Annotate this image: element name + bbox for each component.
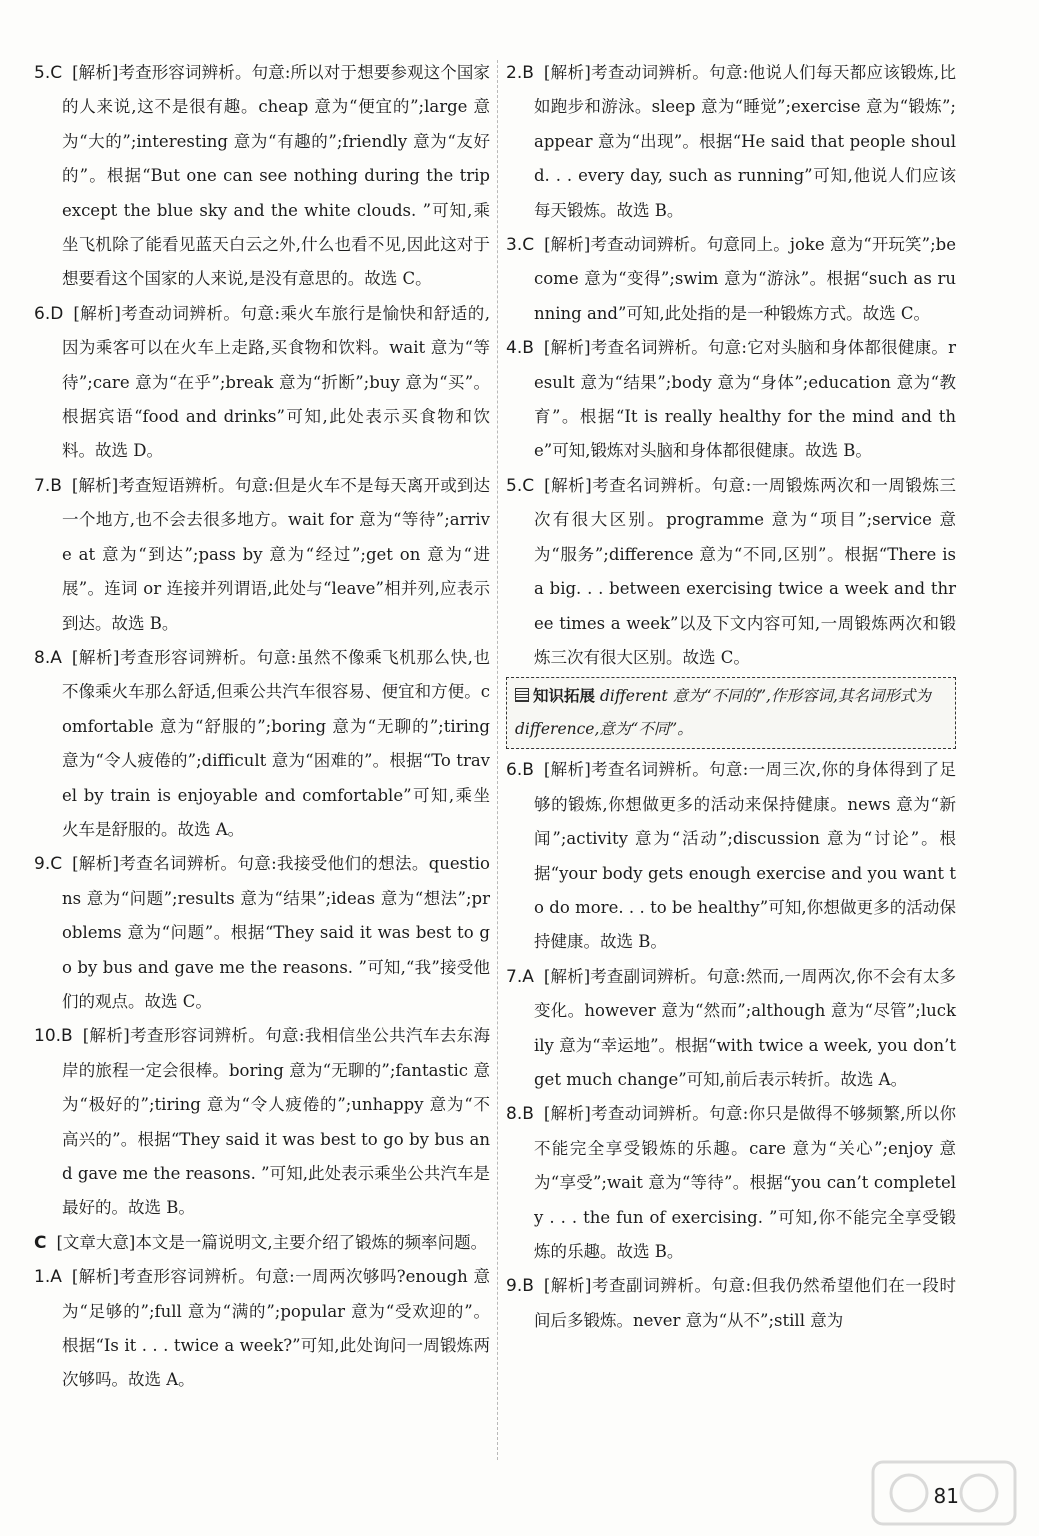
explanation-text: [解析]考查形容词辨析。句意:所以对于想要参观这个国家的人来说,这不是很有趣。cheap 意为“便宜的”;large 意为“大的”;interesting 意为“有趣的”;friendly 意为“友好的”。根据“But one can see nothing during the trip except the blue sky and the white clouds. ”可知,乘坐飞机除了能看见蓝天白云之外,什么也看不见,因此这对于想要看这个国家的人来说,是没有意思的。故选 C。 — [62, 63, 490, 289]
item-number: 7. — [506, 966, 523, 987]
answer-item — [34, 297, 490, 469]
answer-item — [506, 960, 956, 1098]
explanation-text: [解析]考查名词辨析。句意:我接受他们的想法。questions 意为“问题”;results 意为“结果”;ideas 意为“想法”;problems 意为“问题”。根据“They said it was best to go by bus and gave me the reasons. ”可知,“我”接受他们的观点。故选 C。 — [62, 854, 490, 1011]
explanation-text: [解析]考查名词辨析。句意:它对头脑和身体都很健康。result 意为“结果”;body 意为“身体”;education 意为“教育”。根据“It is really healthy for the mind and the”可知,锻炼对头脑和身体都很健康。故选 B。 — [534, 338, 956, 461]
answer-item — [506, 56, 956, 228]
answer-item — [34, 1260, 490, 1398]
item-number: 4. — [506, 338, 523, 359]
left-column — [34, 56, 490, 1398]
answer-item — [506, 1269, 956, 1338]
answer-letter: B — [522, 760, 534, 781]
answer-item — [34, 1019, 490, 1225]
item-number: 1. — [34, 1267, 51, 1288]
explanation-text: [解析]考查副词辨析。句意:然而,一周两次,你不会有太多变化。however 意为“然而”;although 意为“尽管”;luckily 意为“幸运地”。根据“with twice a week, you don’t get much change”可知,前后表示转折。故选 A。 — [534, 966, 956, 1089]
answer-letter: D — [50, 303, 64, 324]
item-number: 8. — [34, 647, 51, 668]
explanation-text: [解析]考查名词辨析。句意:一周锻炼两次和一周锻炼三次有很大区别。programme 意为“项目”;service 意为“服务”;difference 意为“不同,区别”。根据“There is a big. . . between exercising twice a week and three times a week”以及下文内容可知,一周锻炼两次和锻炼三次有很大区别。故选 C。 — [534, 475, 956, 667]
answer-item — [506, 753, 956, 959]
answer-letter: C — [50, 854, 63, 875]
item-number: 5. — [506, 475, 523, 496]
knowledge-title: 知识拓展 — [533, 687, 596, 706]
answer-letter: B — [522, 1104, 534, 1125]
item-number: 2. — [506, 63, 523, 83]
explanation-text: [解析]考查动词辨析。句意:乘火车旅行是愉快和舒适的,因为乘客可以在火车上走路,买食物和饮料。wait 意为“等待”;care 意为“在乎”;break 意为“折断”;buy 意为“买”。根据宾语“food and drinks”可知,此处表示买食物和饮料。故选 D。 — [62, 303, 490, 461]
item-number: 9. — [506, 1276, 523, 1297]
explanation-text: [解析]考查形容词辨析。句意:一周两次够吗?enough 意为“足够的”;full 意为“满的”;popular 意为“受欢迎的”。根据“Is it . . . twice a week?”可知,此处询问一周锻炼两次够吗。故选 A。 — [62, 1267, 490, 1390]
knowledge-box — [506, 677, 956, 749]
explanation-text: [解析]考查名词辨析。句意:一周三次,你的身体得到了足够的锻炼,你想做更多的活动来保持健康。news 意为“新闻”;activity 意为“活动”;discussion 意为“讨论”。根据“your body gets enough exercise and you want to do more. . . to be healthy”可知,你想做更多的活动保持健康。故选 B。 — [534, 760, 956, 952]
answer-letter: B — [522, 1276, 534, 1297]
answer-item — [34, 641, 490, 847]
answer-item — [34, 469, 490, 641]
item-number: 6. — [34, 303, 51, 324]
right-column — [506, 56, 956, 1338]
explanation-text: [解析]考查形容词辨析。句意:虽然不像乘飞机那么快,也不像乘火车那么舒适,但乘公共汽车很容易、便宜和方便。comfortable 意为“舒服的”;boring 意为“无聊的”;tiring 意为“令人疲倦的”;difficult 意为“困难的”。根据“To travel by train is enjoyable and comfortable”可知,乘坐火车是舒服的。故选 A。 — [62, 647, 490, 839]
answer-letter: C — [522, 475, 535, 496]
watermark-logo — [869, 1458, 1019, 1528]
knowledge-text: different 意为“不同的”,作形容词,其名词形式为 difference,意为“不同”。 — [515, 687, 931, 739]
item-number: 8. — [506, 1104, 523, 1125]
item-number: 5. — [34, 63, 51, 83]
answer-letter: B — [522, 338, 534, 359]
item-number: 7. — [34, 475, 51, 496]
item-number: 9. — [34, 854, 51, 875]
answer-item — [506, 331, 956, 469]
explanation-text: [解析]考查短语辨析。句意:但是火车不是每天离开或到达一个地方,也不会去很多地方。wait for 意为“等待”;arrive at 意为“到达”;pass by 意为“经过”;get on 意为“进展”。连词 or 连接并列谓语,此处与“leave”相并列,应表示到达。故选 B。 — [62, 475, 490, 633]
page-number: 81 — [933, 1484, 959, 1508]
answer-letter: C — [50, 63, 63, 83]
explanation-text: [解析]考查副词辨析。句意:但我仍然希望他们在一段时间后多锻炼。never 意为“从不”;still 意为 — [534, 1276, 956, 1330]
summary-text: [文章大意]本文是一篇说明文,主要介绍了锻炼的频率问题。 — [56, 1232, 488, 1252]
answer-item — [34, 847, 490, 1019]
explanation-text: [解析]考查动词辨析。句意同上。joke 意为“开玩笑”;become 意为“变得”;swim 意为“游泳”。根据“such as running and”可知,此处指的是一种锻炼方式。故选 C。 — [534, 235, 956, 323]
explanation-text: [解析]考查动词辨析。句意:他说人们每天都应该锻炼,比如跑步和游泳。sleep 意为“睡觉”;exercise 意为“锻炼”;appear 意为“出现”。根据“He said that people should. . . every day, such as running”可知,他说人们应该每天锻炼。故选 B。 — [534, 63, 956, 220]
answer-item — [506, 1097, 956, 1269]
answer-item — [34, 56, 490, 297]
section-letter: C — [34, 1232, 47, 1253]
answer-letter: B — [522, 63, 534, 83]
item-number: 3. — [506, 235, 523, 256]
answer-letter: A — [522, 966, 534, 987]
column-divider — [497, 60, 498, 1460]
knowledge-icon — [515, 688, 529, 702]
explanation-text: [解析]考查动词辨析。句意:你只是做得不够频繁,所以你不能完全享受锻炼的乐趣。care 意为“关心”;enjoy 意为“享受”;wait 意为“等待”。根据“you can’t completely . . . the fun of exercising. ”可知,你不能完全享受锻炼的乐趣。故选 B。 — [534, 1104, 956, 1261]
answer-letter: A — [50, 647, 62, 668]
answer-item — [506, 469, 956, 675]
explanation-text: [解析]考查形容词辨析。句意:我相信坐公共汽车去东海岸的旅程一定会很棒。boring 意为“无聊的”;fantastic 意为“极好的”;tiring 意为“令人疲倦的”;unhappy 意为“不高兴的”。根据“They said it was best to go by bus and gave me the reasons. ”可知,此处表示乘坐公共汽车是最好的。故选 B。 — [62, 1026, 490, 1218]
item-number: 6. — [506, 760, 523, 781]
item-number: 10. — [34, 1026, 62, 1047]
section-summary — [34, 1226, 490, 1260]
answer-letter: B — [61, 1026, 73, 1047]
answer-letter: B — [50, 475, 62, 496]
answer-item — [506, 228, 956, 331]
answer-letter: C — [522, 235, 535, 256]
answer-letter: A — [50, 1267, 62, 1288]
